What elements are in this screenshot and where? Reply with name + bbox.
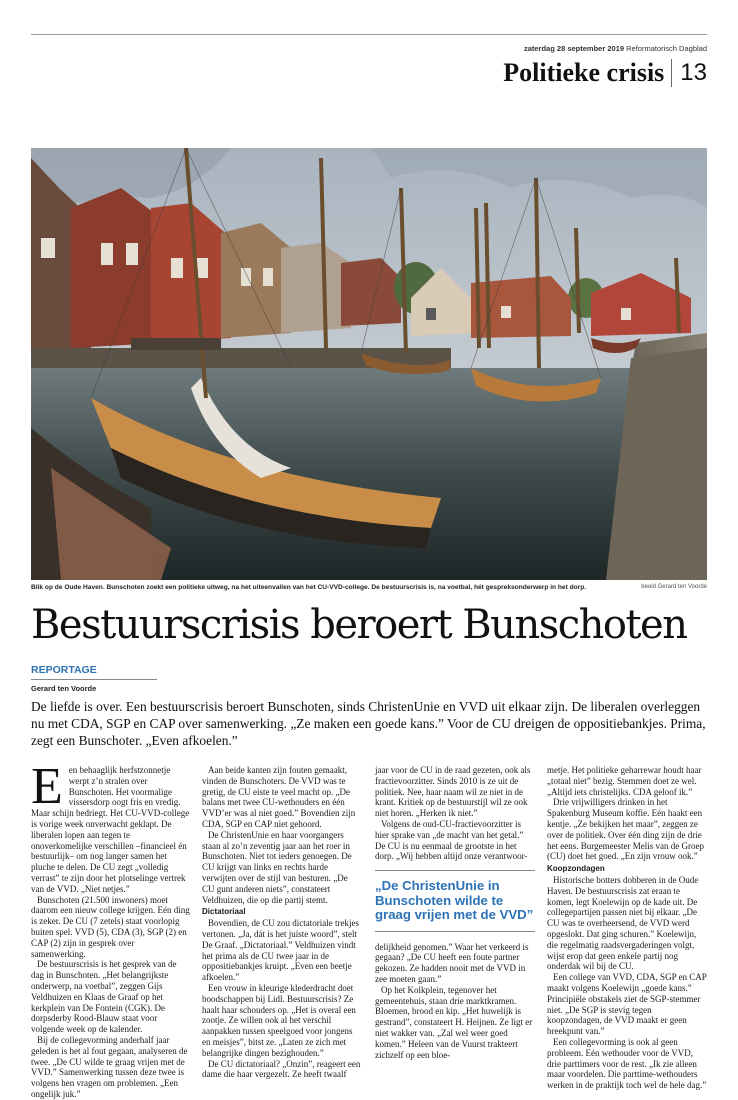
column-1 bbox=[31, 758, 191, 1100]
article-headline: Bestuurscrisis beroert Bunschoten bbox=[31, 602, 687, 648]
dateline bbox=[524, 44, 707, 53]
page-number: 13 bbox=[680, 59, 707, 86]
section-separator bbox=[671, 59, 672, 87]
article-byline: Gerard ten Voorde bbox=[31, 684, 97, 693]
newspaper-name: Reformatorisch Dagblad bbox=[626, 44, 707, 53]
harbor-photo bbox=[31, 148, 707, 580]
subheading: Koopzondagen bbox=[547, 864, 605, 874]
column-4 bbox=[547, 765, 707, 1091]
photo-credit: beeld Gerard ten Voorde bbox=[641, 584, 707, 590]
column-3 bbox=[375, 765, 535, 1060]
section-header bbox=[503, 58, 707, 88]
paragraph: De CU dictatoriaal? „Onzin”, reageert een dame die haar vergezelt. Ze heeft twaalf bbox=[202, 1058, 361, 1080]
caption-text: Blik op de Oude Haven. Bunschoten zoekt een politieke uitweg, na het uiteenvallen van het CU-VVD-college. De bestuurscrisis is, na voetbal, hét gespreksonderwerp in het dorp. bbox=[31, 584, 587, 591]
paragraph: De bestuurscrisis is het gesprek van de dag in Bunschoten. „Het belangrijkste onderwerp, na voetbal”, zeggen Gijs Veldhuizen en Klaas de Graaf op het kerkplein van De Fontein (CGK). De dorpsderby Rood-Blauw staat voor volgende week op de kalender. bbox=[31, 959, 177, 1035]
column-2 bbox=[202, 765, 362, 1080]
paragraph-text: en behaaglijk herfstzonnetje werpt z’n stralen over Bunschoten. Het voormalige vissersdorp oogt fris en vredig. Maar schijn bedriegt. Het CU-VVD-college is vorige week onverwacht geklapt. De liberalen lopen aan tegen te onoverkomelijke verschillen –financieel én bestuurlijk– om nog langer samen het pluche te delen. De CU zegt „volledig verrast” te zijn door het plotselinge vertrek van de VVD. „Niet netjes.” bbox=[31, 765, 190, 894]
paragraph: Drie vrijwilligers drinken in het Spakenburg Museum koffie. Eén haakt een kentje. „Ze bekijken het maar”, zeggen ze over de politiek. Over één ding zijn de drie het eens. Burgemeester Melis van de Groep (CU) doet het goed. „En zijn vrouw ook.” bbox=[547, 797, 705, 862]
top-rule bbox=[31, 34, 707, 35]
photo-caption bbox=[31, 584, 707, 591]
article-kicker: REPORTAGE bbox=[31, 664, 97, 676]
subheading: Dictatoriaal bbox=[202, 907, 246, 917]
article-intro: De liefde is over. Een bestuurscrisis beroert Bunschoten, sinds ChristenUnie en VVD uit elkaar zijn. De liberalen overleggen nu met CDA, SGP en CAP over samenwerking. „Ze maken een goede kans.” Voor de CU dreigen de oppositiebankjes. Prima, zegt een Bunschoter. „Even afkoelen.” bbox=[31, 699, 706, 748]
paragraph: jaar voor de CU in de raad gezeten, ook als fractievoorzitter. Sinds 2010 is ze uit de politiek. Nee, haar naam wil ze niet in de krant. Kritiek op de bestuurstijl wil ze ook niet horen. „Herken ik niet.” bbox=[375, 765, 531, 819]
paragraph: Bovendien, de CU zou dictatoriale trekjes vertonen. „Ja, dát is het juiste woord”, stelt De Graaf. „Dictatoriaal.” Veldhuizen vindt het prima als de CU twee jaar in de oppositiebankjes kruipt. „Even een beetje afkoelen.” bbox=[202, 918, 359, 983]
paragraph: Een college van VVD, CDA, SGP en CAP maakt volgens Koelewijn „goede kans.” Principiële obstakels ziet de SGP-stemmer niet. „De SGP is stevig tegen koopzondagen, de VVD maakt er geen breekpunt van.” bbox=[547, 972, 707, 1037]
paragraph: metje. Het politieke geharrewar houdt haar „totaal niet” bezig. Stemmen doet ze wel. „Altijd iets christelijks. CDA geloof ik.” bbox=[547, 765, 702, 797]
paragraph: Aan beide kanten zijn fouten gemaakt, vinden de Bunschoters. De VVD was te gretig, de CU eiste te veel macht op. „De balans met twee CU-wethouders en één VVD’er was al niet goed.” Bovendien zijn CDA, SGP en CAP niet gehoord. bbox=[202, 765, 356, 829]
section-title: Politieke crisis bbox=[503, 58, 665, 87]
paragraph: De ChristenUnie en haar voorgangers staan al zo’n zeventig jaar aan het roer in Bunschoten. Niet tot ieders genoegen. De CU krijgt van links en rechts harde verwijten over de stijl van besturen. „De CU gunt anderen niets”, constateert Veldhuizen, die op die partij stemt. bbox=[202, 829, 352, 905]
pull-quote: „De ChristenUnie in Bunschoten wilde te graag vrijen met de VVD” bbox=[375, 870, 535, 932]
paragraph: Historische botters dobberen in de Oude Haven. De bestuurscrisis zat eraan te komen, legt Koelewijn op de kade uit. De collegepartijen passen niet bij elkaar. „De CU was te overheersend, de VVD werd opgeslokt. Dat ging schuren.” Koelewijn, die regelmatig raadsvergaderingen volgt, wijst erop dat geen enkele partij nog onderdak wil bij de CU. bbox=[547, 874, 699, 972]
paragraph: Bunschoten (21.500 inwoners) moet daarom een nieuw college krijgen. Eén ding is zeker. De CU (7 zetels) staat voorlopig buiten spel. VVD (5), CDA (3), SGP (2) en CAP (2) zijn in gesprek over samenwerking. bbox=[31, 894, 190, 959]
paragraph: delijkheid genomen.” Waar het verkeerd is gegaan? „De CU heeft een foute partner gekozen. Ze hadden nooit met de VVD in zee moeten gaan.” bbox=[375, 941, 529, 985]
issue-date: zaterdag 28 september 2019 bbox=[523, 44, 625, 53]
paragraph: Een vrouw in kleurige klederdracht doet boodschappen bij Lidl. Bestuurscrisis? Ze haalt haar schouders op. „Het is overal een zootje. Ze willen ook al het verschil aanpakken tussen speelgoed voor jongens en meisjes”, bitst ze. „Laten ze zich met belangrijke dingen bezighouden.” bbox=[202, 982, 356, 1058]
drop-cap: E bbox=[31, 758, 63, 815]
paragraph: Een collegevorming is ook al geen probleem. Eén wethouder voor de VVD, drie parttimers voor de rest. „Ik zie alleen maar voordelen. Die parttime-wethouders werken in de praktijk toch wel de hele dag.” bbox=[547, 1036, 707, 1091]
paragraph: Bij de collegevorming anderhalf jaar geleden is het al fout gegaan, analyseren de twee. „De CU wilde te graag vrijen met de VVD.” Samenwerking tussen deze twee is volgens hen vragen om problemen. „Een ongelijk juk.” bbox=[31, 1034, 188, 1099]
kicker-rule bbox=[31, 679, 157, 680]
paragraph: Volgens de oud-CU-fractievoorzitter is hier sprake van „de macht van het getal.” De CU is nu eenmaal de grootste in het dorp. „Wij hebben altijd onze verantwoor- bbox=[375, 818, 528, 862]
paragraph bbox=[31, 758, 191, 895]
paragraph: Op het Kolkplein, tegenover het gemeentehuis, staan drie marktkramen. Bloemen, brood en kip. „Het huwelijk is gestrand”, constateert H. Heijnen. Ze ligt er niet wakker van. „Zal wel weer goed komen.” Heleen van de Vuurst trakteert zichzelf op een bloe- bbox=[375, 984, 533, 1060]
